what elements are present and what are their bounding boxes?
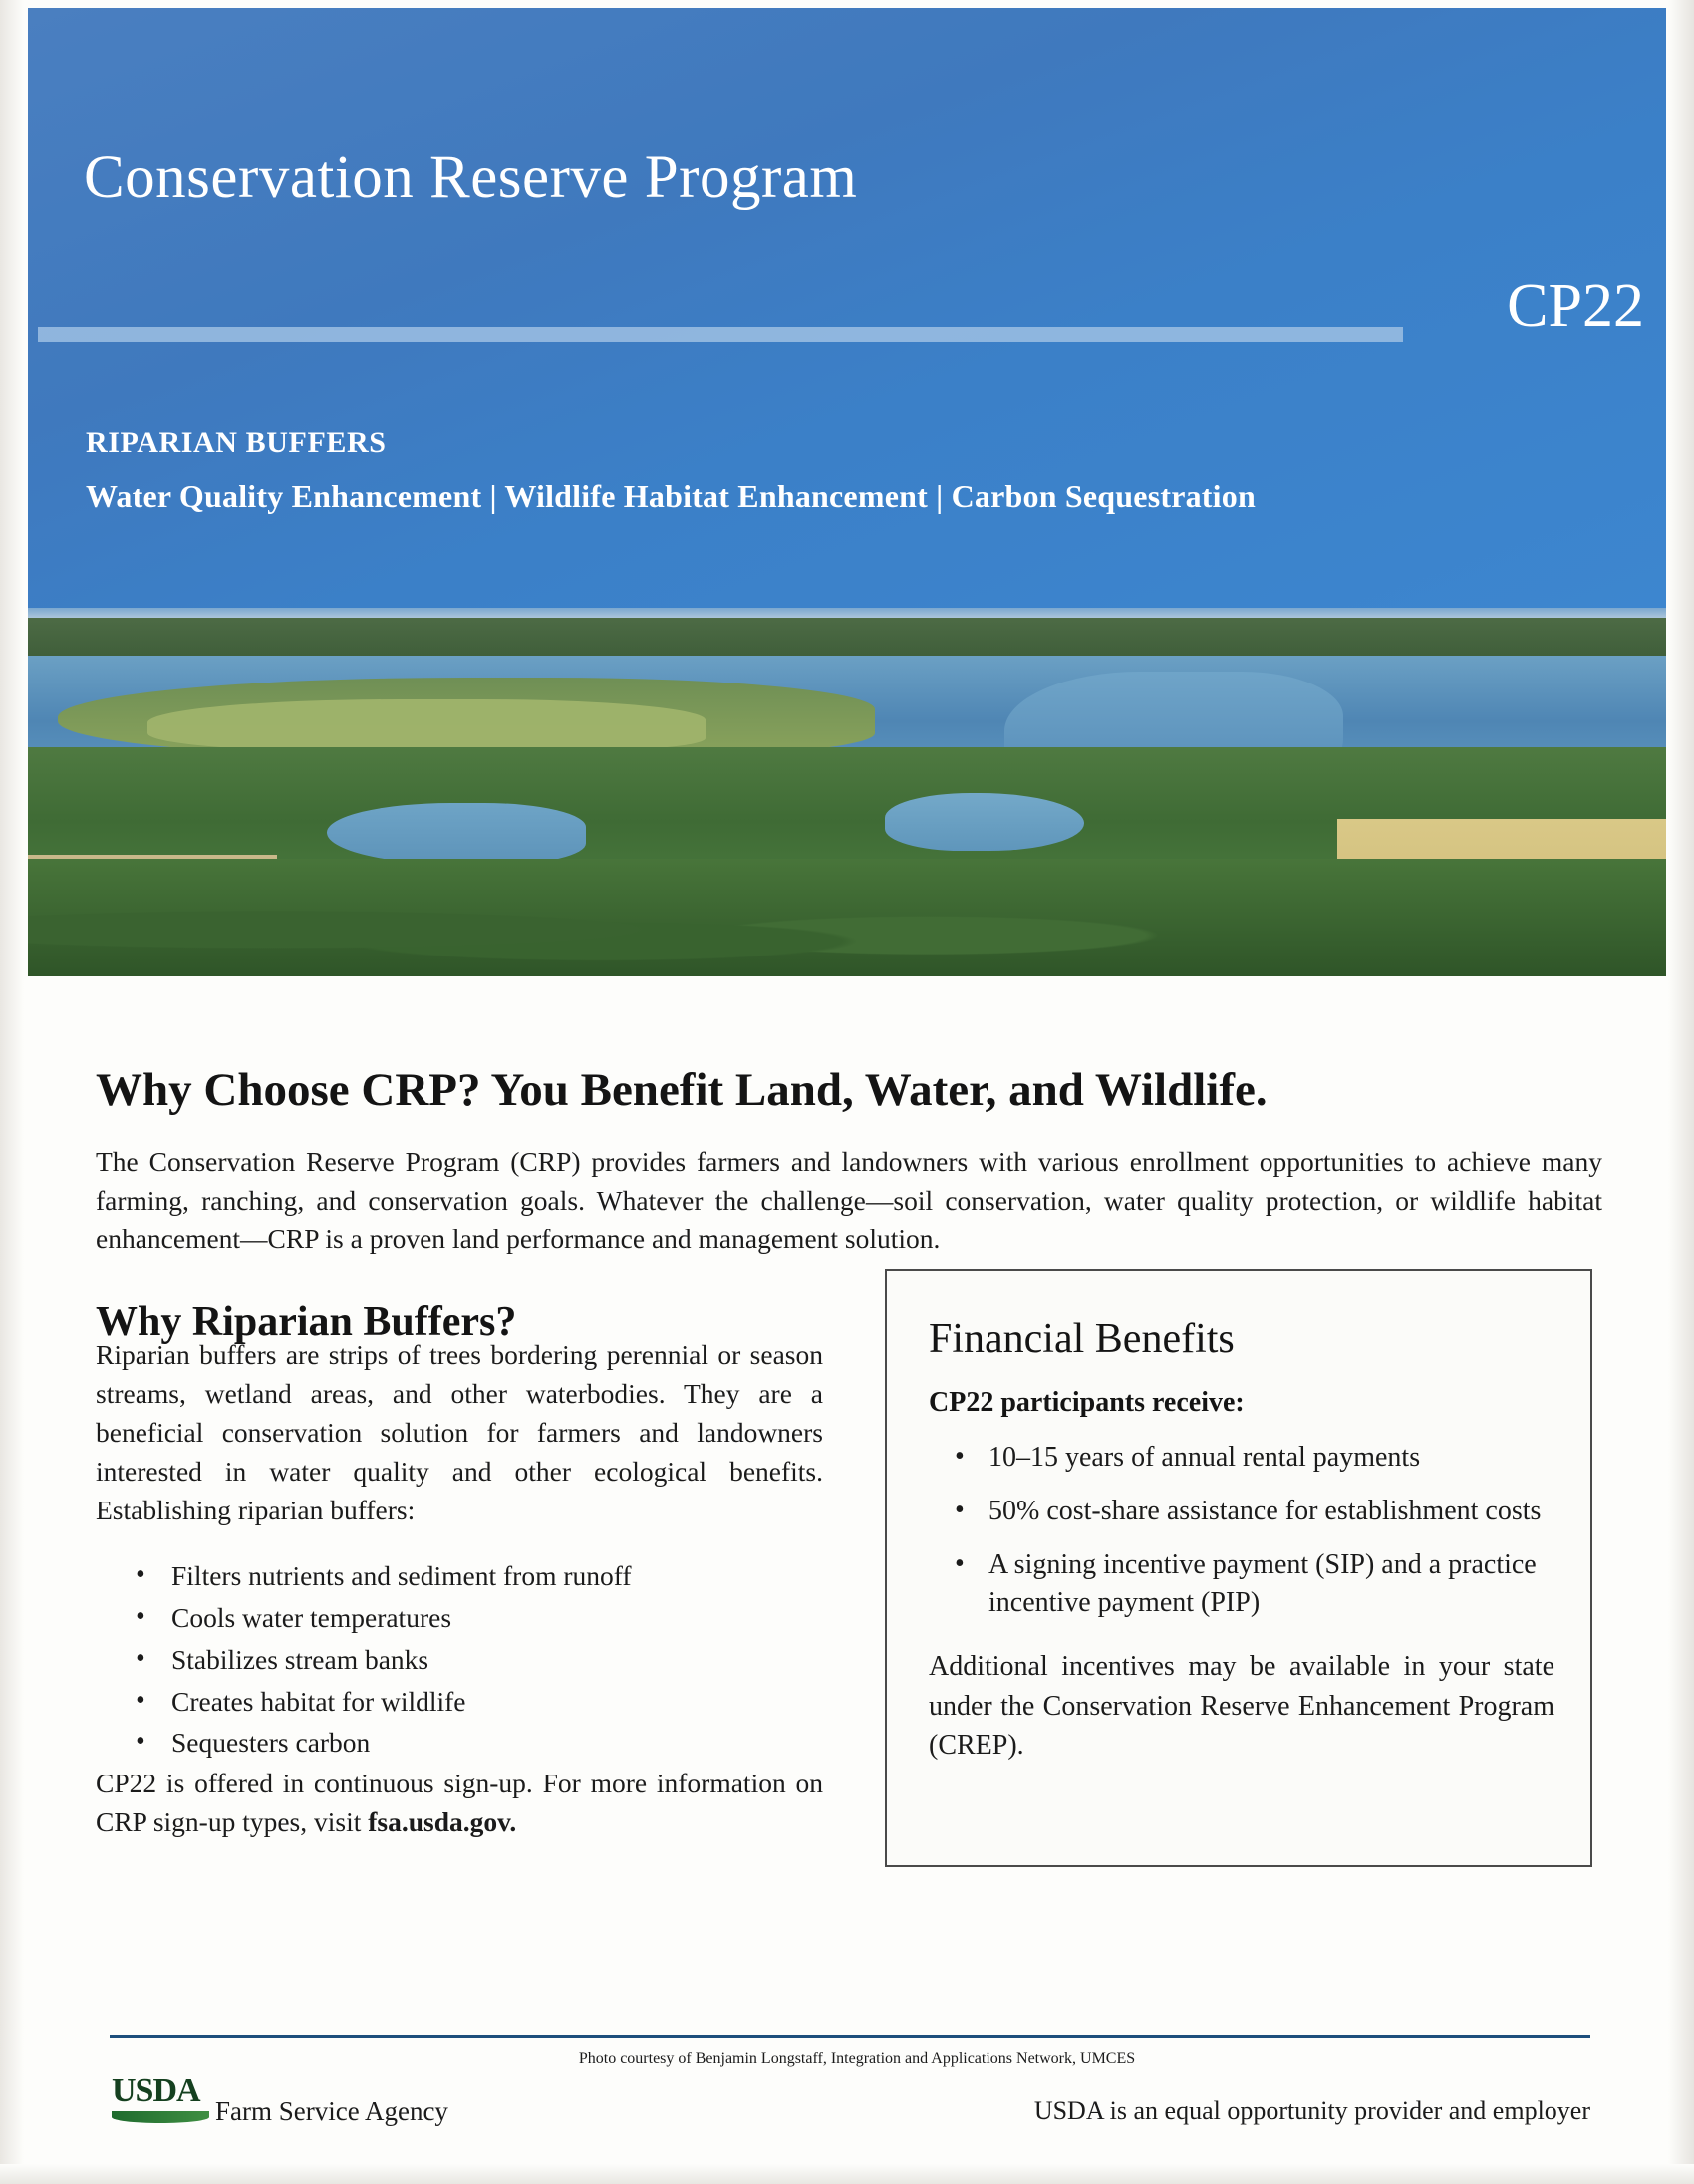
banner-subtitle-primary: RIPARIAN BUFFERS: [86, 426, 387, 459]
financial-benefits-subtitle: CP22 participants receive:: [929, 1387, 1245, 1418]
usda-swoosh-icon: [112, 2111, 209, 2123]
list-item: • Creates habitat for wildlife: [171, 1681, 823, 1723]
list-item: • 10–15 years of annual rental payments: [988, 1439, 1614, 1477]
header-banner: [28, 8, 1666, 608]
closing-text: CP22 is offered in continuous sign-up. For more information on CRP sign-up types, visit: [96, 1768, 823, 1838]
photo-foreground-trees: [28, 859, 1666, 976]
financial-benefits-title: Financial Benefits: [929, 1316, 1235, 1362]
footer-divider: [110, 2035, 1590, 2038]
section-subheading: Why Riparian Buffers?: [96, 1298, 517, 1345]
list-item: • Stabilizes stream banks: [171, 1639, 823, 1681]
banner-divider: [38, 327, 1403, 342]
scan-edge-left: [0, 0, 24, 2184]
benefit-list: [96, 1555, 823, 1764]
agency-name: Farm Service Agency: [215, 2096, 448, 2126]
riparian-landscape-photo: [28, 608, 1666, 976]
list-item: • Cools water temperatures: [171, 1597, 823, 1639]
page-headline: Why Choose CRP? You Benefit Land, Water, and Wildlife.: [96, 1064, 1268, 1117]
usda-logo: [112, 2074, 211, 2130]
equal-opportunity-statement: USDA is an equal opportunity provider and employer: [1033, 2096, 1590, 2125]
fsa-website-link[interactable]: fsa.usda.gov.: [368, 1806, 517, 1838]
banner-subtitle-secondary: Water Quality Enhancement | Wildlife Habitat Enhancement | Carbon Sequestration: [86, 478, 1256, 514]
list-item: • Filters nutrients and sediment from runoff: [171, 1555, 823, 1597]
program-title: Conservation Reserve Program: [84, 144, 858, 211]
photo-pond-right: [885, 793, 1084, 851]
list-item: • A signing incentive payment (SIP) and a practice incentive payment (PIP): [988, 1546, 1614, 1622]
financial-benefits-note: Additional incentives may be available in your state under the Conservation Reserve Enhancement Program (CREP).: [929, 1650, 1554, 1762]
left-column: [96, 1335, 823, 1841]
financial-benefits-box: [885, 1269, 1592, 1867]
financial-benefits-list: [929, 1439, 1614, 1638]
closing-paragraph: [96, 1764, 823, 1841]
practice-code: CP22: [1507, 272, 1644, 340]
photo-open-field: [147, 699, 706, 751]
list-item: • Sequesters carbon: [171, 1722, 823, 1764]
scan-edge-bottom: [0, 2164, 1694, 2184]
photo-credit: Photo courtesy of Benjamin Longstaff, Integration and Applications Network, UMCES: [578, 2050, 1136, 2067]
intro-paragraph: The Conservation Reserve Program (CRP) provides farmers and landowners with various enrollment opportunities to achieve many farming, ranching, and conservation goals. Whatever the challenge—soil conservation, water quality protection, or wildlife habitat enhancement—CRP is a proven land performance and management solution.: [96, 1145, 1602, 1254]
list-item: • 50% cost-share assistance for establishment costs: [988, 1493, 1614, 1530]
usda-wordmark: USDA: [112, 2072, 200, 2109]
scan-edge-right: [1668, 0, 1694, 2184]
riparian-paragraph: Riparian buffers are strips of trees bordering perennial or season streams, wetland areas, and other waterbodies. They are a beneficial conservation solution for farmers and landowners interested in water quality and other ecological benefits. Establishing riparian buffers:: [96, 1339, 823, 1526]
